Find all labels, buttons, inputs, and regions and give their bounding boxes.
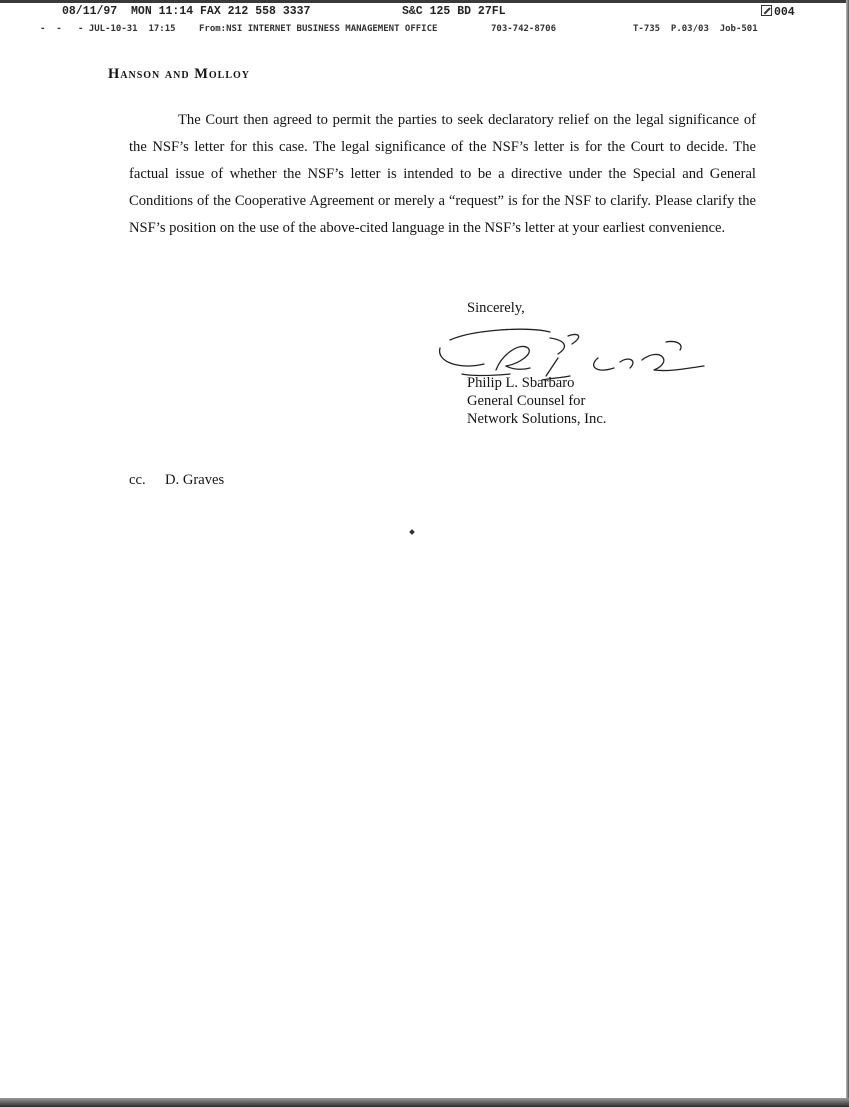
closing: Sincerely, <box>467 300 525 316</box>
fax-job: T-735 P.03/03 Job-501 <box>633 24 758 34</box>
fax-page-counter-group <box>761 5 795 19</box>
scan-speck <box>409 529 415 535</box>
fax-header-primary <box>0 5 849 19</box>
fax-sender: S&C 125 BD 27FL <box>402 5 506 18</box>
signer-name: Philip L. Sbarbaro <box>467 375 575 391</box>
firm-name: Hanson and Molloy <box>108 66 251 82</box>
fax-stamp: - JUL-10-31 17:15 <box>78 24 176 34</box>
fax-checkbox-icon <box>761 5 772 16</box>
scan-edge-top <box>0 0 849 3</box>
scan-edge-bottom <box>0 1098 849 1107</box>
signer-title: General Counsel for <box>467 393 586 409</box>
fax-phone: 703-742-8706 <box>491 24 557 34</box>
fax-from: From:NSI INTERNET BUSINESS MANAGEMENT OFFICE <box>199 24 438 34</box>
cc-line <box>129 472 224 489</box>
cc-name: D. Graves <box>165 472 225 488</box>
cc-label: cc. <box>129 472 146 488</box>
fax-mark: - - <box>40 24 62 34</box>
signer-organization: Network Solutions, Inc. <box>467 411 607 427</box>
fax-datetime: 08/11/97 MON 11:14 FAX 212 558 3337 <box>62 5 311 18</box>
signature-block <box>467 374 606 428</box>
fax-page-counter: 004 <box>774 6 795 19</box>
letter-body: The Court then agreed to permit the parties to seek declaratory relief on the legal significance of the NSF’s letter for this case. The legal significance of the NSF’s letter is for the Court to decide. The factual issue of whether the NSF’s letter is intended to be a directive under the Special and General Conditions of the Cooperative Agreement or merely a “request” is for the NSF to clarify. Please clarify the NSF’s position on the use of the above-cited language in the NSF’s letter at your earliest convenience. <box>129 112 756 236</box>
fax-header-secondary <box>0 24 849 36</box>
